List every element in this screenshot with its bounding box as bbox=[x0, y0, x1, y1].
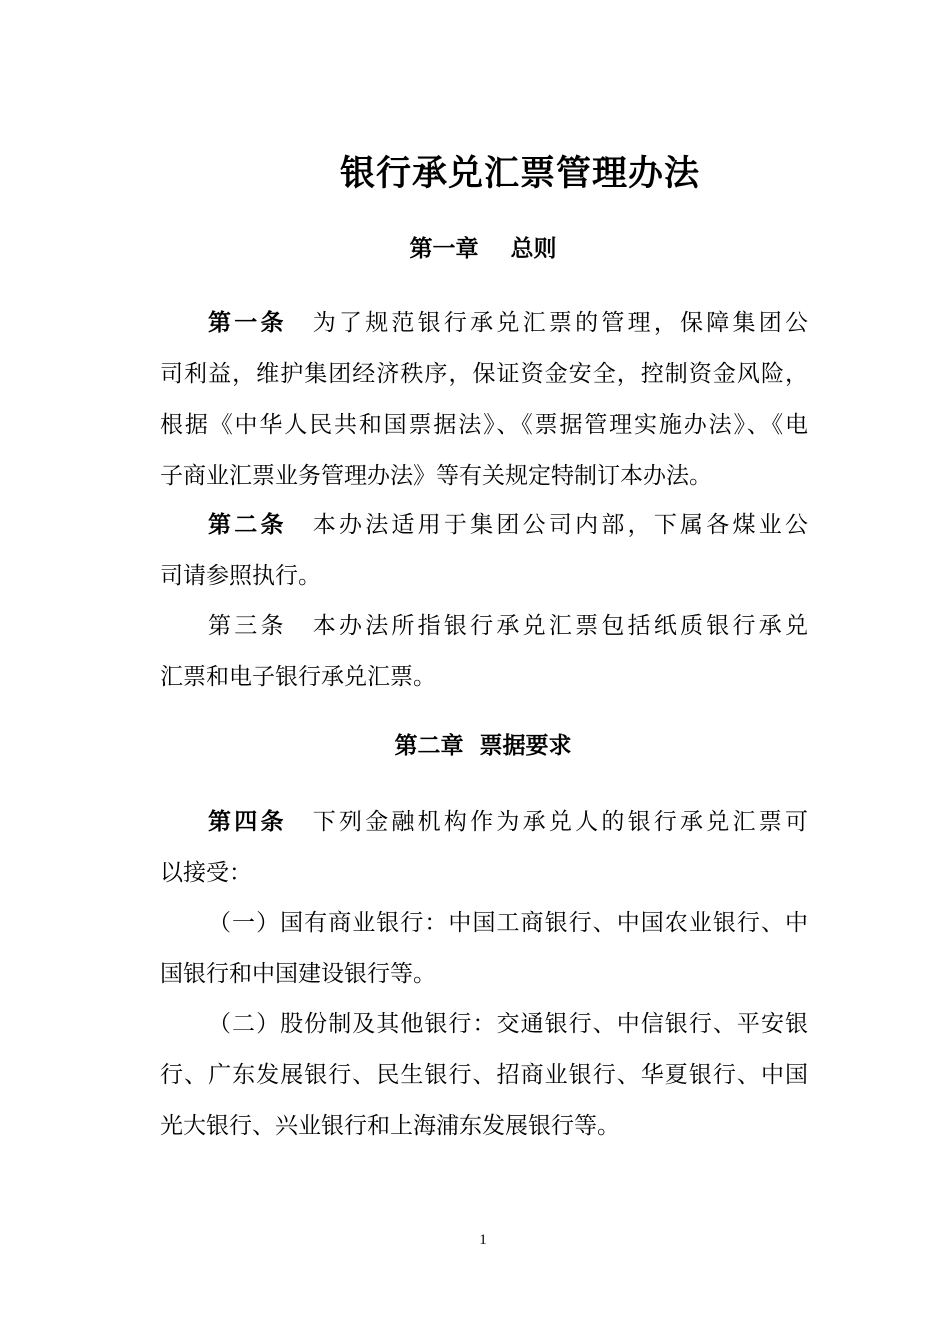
article-1-line-4: 子商业汇票业务管理办法》等有关规定特制订本办法。 bbox=[160, 463, 712, 489]
article-1 bbox=[160, 298, 808, 502]
item-2-line-2: 行、广东发展银行、民生银行、招商业银行、华夏银行、中国 bbox=[160, 1062, 808, 1088]
item-2-line-3: 光大银行、兴业银行和上海浦东发展银行等。 bbox=[160, 1113, 620, 1139]
article-3-line-2: 汇票和电子银行承兑汇票。 bbox=[160, 664, 436, 690]
article-4-line-2: 以接受： bbox=[160, 860, 252, 886]
article-3-label: 第三条 bbox=[208, 613, 287, 639]
article-2-line-2: 司请参照执行。 bbox=[160, 563, 321, 589]
item-1-line-2: 国银行和中国建设银行等。 bbox=[160, 961, 436, 987]
article-1-line-2: 司利益，维护集团经济秩序，保证资金安全，控制资金风险， bbox=[160, 361, 808, 387]
article-4-label: 第四条 bbox=[208, 809, 287, 835]
article-3-line-1: 第三条 本办法所指银行承兑汇票包括纸质银行承兑 bbox=[208, 613, 809, 639]
item-1-line-1: （一）国有商业银行：中国工商银行、中国农业银行、中 bbox=[208, 910, 808, 936]
article-1-line-3: 根据《中华人民共和国票据法》、《票据管理实施办法》、《电 bbox=[160, 412, 808, 438]
article-3 bbox=[160, 601, 808, 703]
item-2-line-1: （二）股份制及其他银行：交通银行、中信银行、平安银 bbox=[208, 1011, 808, 1037]
page-number: 1 bbox=[479, 1232, 487, 1248]
item-1 bbox=[160, 898, 808, 1000]
article-1-line-1: 第一条 为了规范银行承兑汇票的管理，保障集团公 bbox=[208, 310, 809, 336]
chapter-2-heading: 第二章 票据要求 bbox=[394, 733, 572, 759]
document-title: 银行承兑汇票管理办法 bbox=[339, 154, 700, 194]
article-4 bbox=[160, 797, 808, 899]
article-2-label: 第二条 bbox=[208, 512, 287, 538]
article-4-line-1: 第四条 下列金融机构作为承兑人的银行承兑汇票可 bbox=[208, 809, 809, 835]
article-2 bbox=[160, 500, 808, 602]
chapter-1-heading: 第一章 总则 bbox=[409, 236, 557, 262]
article-2-line-1: 第二条 本办法适用于集团公司内部，下属各煤业公 bbox=[208, 512, 809, 538]
article-1-label: 第一条 bbox=[208, 310, 287, 336]
item-2 bbox=[160, 999, 808, 1152]
